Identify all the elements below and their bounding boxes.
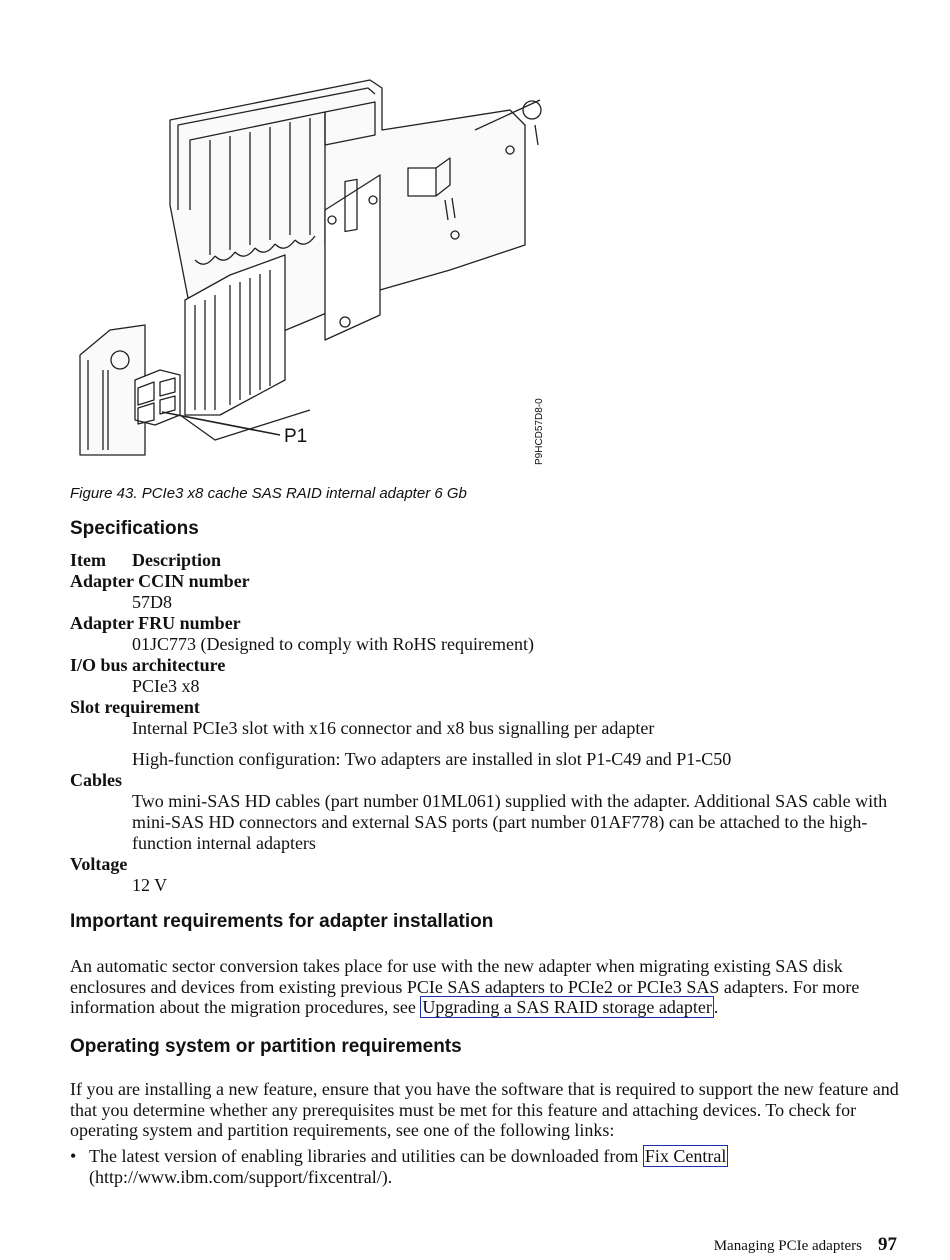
spec-term: I/O bus architecture — [70, 655, 226, 675]
spec-value: High-function configuration: Two adapters are installed in slot P1-C49 and P1-C50 — [132, 749, 732, 769]
footer-section: Managing PCIe adapters — [713, 1238, 862, 1254]
callout-label: P1 — [284, 426, 308, 447]
fix-central-link[interactable]: Fix Central — [644, 1146, 727, 1166]
section-heading: Important requirements for adapter installation — [70, 911, 494, 932]
spec-value: Internal PCIe3 slot with x16 connector and x8 bus signalling per adapter — [132, 718, 655, 738]
spec-value: Two mini-SAS HD cables (part number 01ML061) supplied with the adapter. Additional SAS cable with mini-SAS HD connectors and external SAS ports (part number 01AF778) can be attached to the high-function internal adapters — [132, 791, 888, 853]
spec-value: 12 V — [132, 875, 168, 895]
spec-term: Adapter FRU number — [70, 613, 241, 633]
col-description: Description — [132, 550, 221, 570]
paragraph-text: An automatic sector conversion takes place for use with the new adapter when migrating existing SAS disk enclosures and devices from existing previous PCIe SAS adapters to PCIe2 or PCIe3 SAS adapters. For more information about the migration procedures, see — [70, 956, 860, 1017]
bullet-icon: • — [70, 1146, 77, 1166]
adapter-illustration — [70, 70, 560, 475]
page-footer — [714, 1234, 897, 1256]
list-item: • The latest version of enabling libraries and utilities can be downloaded from Fix Central (http://www.ibm.com/support/fixcentral/). — [70, 1146, 727, 1187]
spec-header-row — [70, 550, 890, 571]
section-heading: Operating system or partition requirements — [70, 1036, 462, 1057]
install-requirements-paragraph: An automatic sector conversion takes place for use with the new adapter when migrating existing SAS disk enclosures and devices from existing previous PCIe SAS adapters to PCIe2 or PCIe3 SAS adapters. For more information about the migration procedures, see Upgrading a SAS RAID storage adapter . — [70, 956, 860, 1017]
spec-term: Adapter CCIN number — [70, 571, 250, 591]
figure-caption: Figure 43. PCIe3 x8 cache SAS RAID internal adapter 6 Gb — [70, 485, 467, 502]
spec-value: 01JC773 (Designed to comply with RoHS requirement) — [132, 634, 534, 654]
spec-term: Voltage — [70, 854, 128, 874]
fix-central-url: (http://www.ibm.com/support/fixcentral/). — [89, 1166, 393, 1187]
figure-id: P9HCD57D8-0 — [534, 398, 545, 465]
col-item: Item — [70, 550, 106, 570]
spec-value: 57D8 — [132, 592, 172, 612]
spec-term: Slot requirement — [70, 697, 200, 717]
spec-list — [70, 550, 890, 896]
upgrade-sas-link[interactable]: Upgrading a SAS RAID storage adapter — [422, 997, 712, 1017]
spec-value: PCIe3 x8 — [132, 676, 200, 696]
spec-term: Cables — [70, 770, 123, 790]
page-number: 97 — [878, 1234, 897, 1255]
section-heading: Specifications — [70, 518, 199, 539]
os-requirements-paragraph: If you are installing a new feature, ensure that you have the software that is required to support the new feature and that you determine whether any prerequisites must be met for this feature and attaching devices. To check for operating system and partition requirements, see one of the following links: — [70, 1079, 899, 1140]
